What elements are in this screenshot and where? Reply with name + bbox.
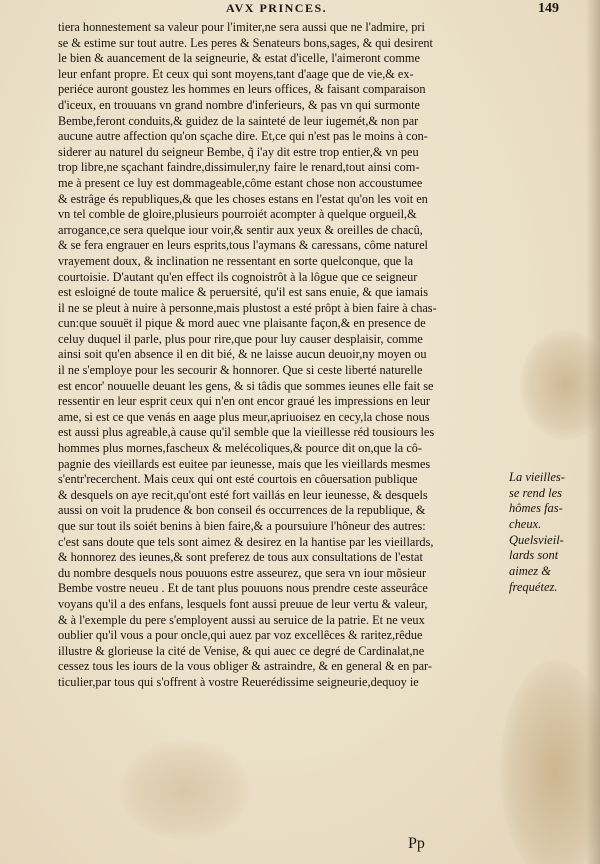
text-line: Bembe vostre neueu . Et de tant plus pouuons nous prendre ceste asseurâce: [58, 581, 428, 596]
text-line: est aussi plus agreable,à cause qu'il semble que la vieillesse réd tousiours les: [58, 425, 435, 440]
page-header: [0, 1, 600, 17]
text-line: & honnorez des ieunes,& sont preferez de tous aux consultations de l'estat: [58, 550, 423, 565]
text-line: Bembe,feront conduits,& guidez de la sainteté de leur iugemét,& non par: [58, 113, 419, 128]
text-line: cessez tous les iours de la vous obliger & astraindre, & en general & en par-: [58, 659, 433, 674]
text-line: siderer au naturel du seigneur Bembe, q̃ i'ay dit estre trop entier,& vn peu: [58, 144, 419, 159]
margin-note-line: lards sont: [509, 548, 559, 563]
page-number: 149: [538, 1, 559, 16]
text-line: il ne se pleut à nuire à personne,mais plustost a esté prôpt à bien faire à chas-: [58, 300, 437, 315]
margin-note-line: cheux.: [509, 517, 542, 532]
text-line: est esloigné de toute malice & peruersité, qu'il est sans enuie, & que iamais: [58, 285, 428, 300]
text-line: du nombre desquels nous pouuons estre asseurez, que sera vn iour mõsieur: [58, 565, 427, 580]
text-line: aucune autre affection qu'on sçache dire. Et,ce qui n'est pas le moins à con-: [58, 129, 428, 144]
text-line: d'iceux, en trouuans vn grand nombre d'inferieurs, & pas vn qui surmonte: [58, 97, 420, 112]
text-line: & desquels on aye recit,qu'ont esté fort vaillás en leur ieunesse, & desquels: [58, 487, 428, 502]
text-line: hommes plus mornes,fascheux & melécoliques,& pource dit on,que la cô-: [58, 441, 423, 456]
margin-notes: [509, 470, 595, 596]
text-line: celuy duquel il parle, plus pour rire,que pour luy causer desplaisir, comme: [58, 331, 423, 346]
margin-note-line: se rend les: [509, 485, 562, 500]
text-line: & se fera engrauer en leurs esprits,tous l'aymans & caressans, côme naturel: [58, 238, 428, 253]
text-line: il ne s'employe pour les secourir & honnorer. Que si ceste liberté naturelle: [58, 363, 423, 378]
running-head: AVX PRINCES.: [226, 1, 328, 15]
text-line: leur enfant propre. Et ceux qui sont moyens,tant d'aage que de vie,& ex-: [58, 66, 414, 81]
text-line: ame, si est ce que venás en aage plus meur,apriuoisez en cecy,la chose nous: [58, 409, 430, 424]
text-line: le bien & auancement de la seigneurie, & estat d'icelle, l'aimeront comme: [58, 51, 420, 66]
text-line: aussi on voit la prudence & bon conseil és occurrences de la republique, &: [58, 503, 426, 518]
signature-mark: Pp: [408, 835, 425, 852]
page-edge-shadow: [586, 0, 600, 864]
text-line: vn tel comble de gloire,plusieurs pourroiét acompter à quelque orgueil,&: [58, 207, 417, 222]
text-line: periéce auront goustez les hommes en leurs offices, & faisant comparaison: [58, 82, 426, 97]
text-line: ressentir en leur esprit ceux qui n'en ont encor graué les impressions en leur: [58, 394, 431, 409]
text-line: oublier qu'il vous a pour oncle,qui auez par voz excellêces & raritez,rêdue: [58, 628, 423, 643]
margin-note-line: La vieilles-: [509, 470, 565, 484]
margin-note-line: Quelsvieil-: [509, 532, 564, 547]
text-line: tiera honnestement sa valeur pour l'imiter,ne sera aussi que ne l'admire, pri: [58, 20, 425, 34]
text-line: se & estime sur tout autre. Les peres & Senateurs bons,sages, & qui desirent: [58, 35, 433, 50]
text-line: arrogance,ce sera quelque iour voir,& sentir aux yeux & oreilles de chacû,: [58, 222, 423, 237]
text-line: pagnie des vieillards est euitee par ieunesse, mais que les vieillards mesmes: [58, 456, 431, 471]
text-line: me à present ce luy est dommageable,côme estant chose non accoustumee: [58, 175, 423, 190]
text-line: est encor' nouuelle deuant les gens, & si tâdis que sommes ieunes elle fait se: [58, 378, 434, 393]
margin-note-line: frequétez.: [509, 579, 558, 594]
text-line: c'est sans doute que tels sont aimez & desirez en la hantise par les vieillards,: [58, 534, 434, 549]
water-stain: [500, 660, 600, 864]
water-stain: [120, 740, 250, 840]
text-line: s'entr'recerchent. Mais ceux qui ont esté courtois en côuersation publique: [58, 472, 418, 487]
text-line: ticulier,par tous qui s'offrent à vostre Reuerédissime seigneurie,dequoy ie: [58, 674, 419, 689]
text-line: vrayement doux, & inclination ne ressentant en sorte quelconque, que la: [58, 253, 414, 268]
text-line: que sur tout ils soiét benins à bien faire,& a poursuiure l'hôneur des autres:: [58, 519, 426, 533]
text-line: courtoisie. D'autant qu'en effect ils cognoistrôt à la lôgue que ce seigneur: [58, 269, 418, 284]
text-line: & estrâge és republiques,& que les choses estans en l'estat qu'on les voit en: [58, 191, 428, 206]
text-line: cun:que souuët il pique & mord auec vne plaisante façon,& en presence de: [58, 316, 426, 331]
text-line: trop libre,ne sçachant faindre,dissimuler,ny faire le renard,tout ainsi com-: [58, 160, 420, 175]
margin-note-line: hômes fas-: [509, 501, 563, 516]
body-text: [58, 20, 498, 691]
margin-note-line: aimez &: [509, 564, 552, 579]
text-line: & à l'exemple du pere s'employent aussi au seruice de la patrie. Et ne veux: [58, 612, 425, 627]
text-line: voyans qu'il a des enfans, lesquels font aussi preuue de leur vertu & valeur,: [58, 596, 428, 611]
text-line: ainsi soit qu'en absence il en dit bié, & ne laisse aucun deuoir,ny moyen ou: [58, 347, 427, 362]
text-line: illustre & glorieuse la cité de Venise, & qui auec ce degré de Cardinalat,ne: [58, 643, 425, 658]
